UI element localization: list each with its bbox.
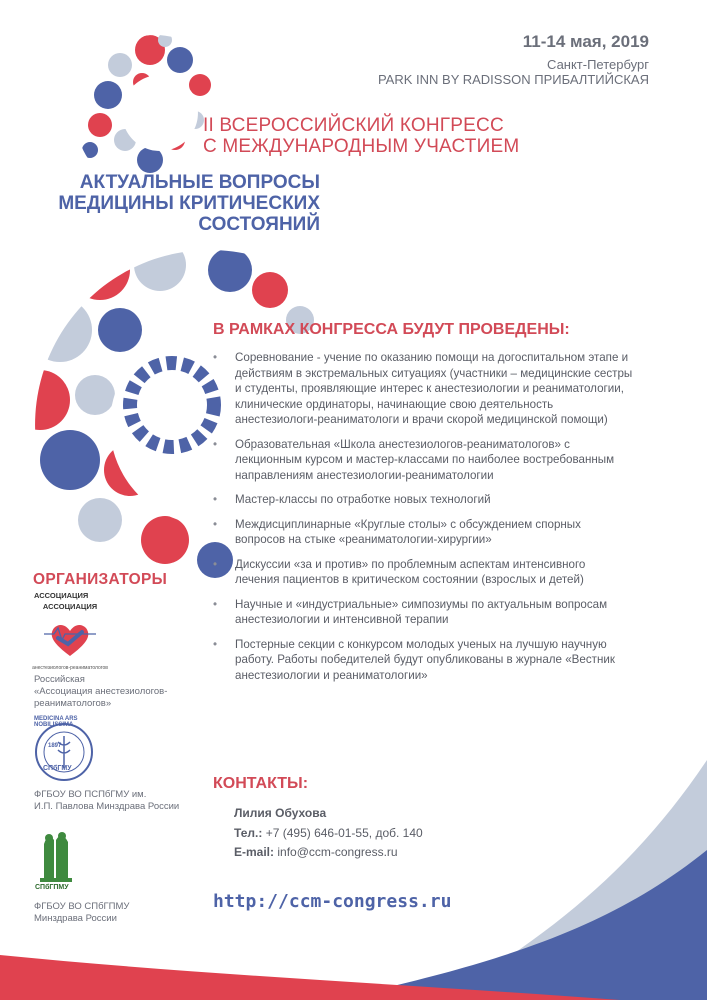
list-item	[213, 557, 633, 588]
org3-caption	[34, 901, 129, 925]
program-item-text: Дискуссии «за и против» по проблемным аспектам интенсивного лечения пациентов в критическом состоянии (взрослых и детей)	[235, 557, 586, 586]
event-date: 11-14 мая, 2019	[522, 32, 649, 51]
seal-year: 1897	[48, 743, 62, 749]
program-heading: В РАМКАХ КОНГРЕССА БУДУТ ПРОВЕДЕНЫ:	[213, 321, 570, 338]
org2-caption	[34, 789, 179, 813]
pediatric-university-emblem-icon	[36, 826, 76, 886]
program-item-text: Мастер-классы по отработке новых технологий	[235, 493, 491, 506]
inner-ring	[130, 363, 214, 447]
list-item	[213, 637, 633, 684]
org2-line1: ФГБОУ ВО ПСПбГМУ им.	[34, 789, 147, 800]
email-label: E-mail:	[234, 845, 275, 859]
bullet-icon: •	[213, 597, 218, 611]
organizers-heading: ОРГАНИЗАТОРЫ	[33, 571, 168, 588]
university-seal-icon	[34, 722, 94, 782]
association-logo-subtext: анестезиологов-реаниматологов	[32, 665, 108, 671]
bullet-icon: •	[213, 557, 218, 571]
contact-name: Лилия Обухова	[234, 806, 327, 820]
seal-abbr: СПбГМУ	[43, 765, 72, 772]
contact-phone-row	[234, 826, 423, 840]
main-title	[58, 172, 320, 235]
program-item-text: Междисциплинарные «Круглые столы» с обсуждением спорных вопросов на стыке «реаниматологии-хирургии»	[235, 517, 581, 546]
phone-label: Тел.:	[234, 826, 263, 840]
bullet-icon: •	[213, 637, 218, 651]
program-list	[213, 350, 633, 692]
main-title-line3: СОСТОЯНИЙ	[198, 214, 320, 235]
website-link[interactable]: http://ccm-congress.ru	[213, 891, 452, 912]
contact-email-row	[234, 845, 398, 859]
main-title-line2: МЕДИЦИНЫ КРИТИЧЕСКИХ	[58, 193, 320, 214]
list-item	[213, 517, 633, 548]
seal-motto: MEDICINA ARS NOBILISSIMA	[34, 716, 78, 728]
org1-line1: Российская	[34, 674, 85, 685]
list-item	[213, 597, 633, 628]
org1-line2: «Ассоциация анестезиологов-	[34, 686, 168, 697]
program-item-text: Постерные секции с конкурсом молодых ученых на лучшую научную работу. Работы победителей будут опубликованы в журнале «Вестник анестезиологии и реаниматологии»	[235, 637, 615, 682]
org3-line2: Минздрава России	[34, 913, 117, 924]
emblem-abbr: СПбГПМУ	[35, 884, 69, 891]
contacts-heading: КОНТАКТЫ:	[213, 775, 309, 792]
bullet-icon: •	[213, 351, 218, 364]
program-item-text: Соревнование - учение по оказанию помощи на догоспитальном этапе и действиям в экстремальных ситуациях (участники – медицинские сестры и студенты, проявляющие интерес к анестезиологии и реаниматологии, клинические ординаторы, начинающие свою деятельность анестезиологи-реаниматологи и врачи скорой медицинской помощи)	[235, 351, 633, 426]
email-link[interactable]: info@ccm-congress.ru	[277, 845, 398, 859]
list-item	[213, 350, 633, 428]
congress-title-line2: С МЕЖДУНАРОДНЫМ УЧАСТИЕМ	[203, 136, 520, 157]
program-item-text: Образовательная «Школа анестезиологов-реаниматологов» с лекционным курсом и мастер-классами по наиболее востребованным направлениям анестезиологии-реаниматологии	[235, 437, 615, 482]
bullet-icon: •	[213, 437, 218, 451]
program-item-text: Научные и «индустриальные» симпозиумы по актуальным вопросам анестезиологии и интенсивной терапии	[235, 597, 608, 626]
org1-line3: реаниматологов»	[34, 698, 112, 709]
org3-line1: ФГБОУ ВО СПбГПМУ	[34, 901, 130, 912]
list-item	[213, 492, 633, 508]
congress-title-line1: II ВСЕРОССИЙСКИЙ КОНГРЕСС	[203, 115, 504, 136]
main-title-line1: АКТУАЛЬНЫЕ ВОПРОСЫ	[79, 172, 320, 193]
org2-line2: И.П. Павлова Минздрава России	[34, 801, 180, 812]
org1-caption	[34, 674, 167, 710]
association-logo-label: АССОЦИАЦИЯ	[42, 602, 98, 611]
bullet-icon: •	[213, 493, 218, 506]
congress-title	[203, 115, 519, 157]
bullet-icon: •	[213, 517, 218, 531]
list-item	[213, 437, 633, 484]
event-city: Санкт-Петербург	[547, 57, 649, 72]
phone-value[interactable]: +7 (495) 646-01-55, доб. 140	[265, 826, 423, 840]
association-logo-text: АССОЦИАЦИЯ	[34, 591, 89, 600]
event-venue: PARK INN BY RADISSON ПРИБАЛТИЙСКАЯ	[377, 72, 649, 87]
